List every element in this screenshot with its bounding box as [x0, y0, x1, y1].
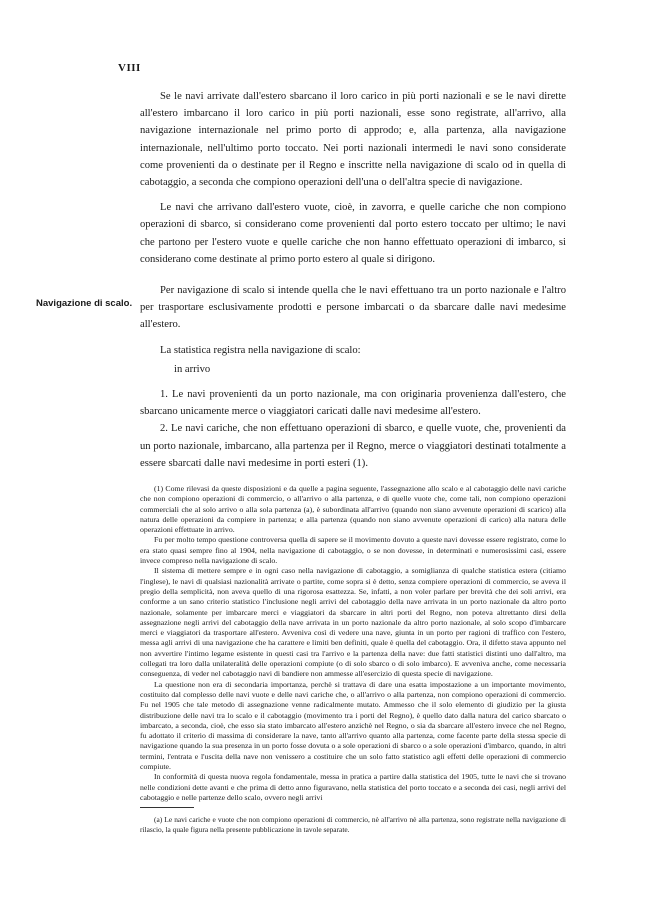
footnote: In conformità di questa nuova regola fondamentale, messa in pratica a partire dalla statistica del 1905, tutte le navi che si trovano nelle condizioni dette avanti e che prima di detto anno figuravano, nella statistica del porto toccato e a seconda dei casi, negli arrivi del cabotaggio e nelle partenze dello scalo, ovvero negli arrivi [140, 772, 566, 802]
subheading: in arrivo [174, 363, 211, 375]
footnote-divider [140, 807, 194, 808]
paragraph: Se le navi arrivate dall'estero sbarcano il loro carico in più porti nazionali e se le navi dirette all'estero imbarcano il loro carico in più porti nazionali, esse sono registrate, all'arrivo, alla navigazione internazionale nel primo porto di approdo; e, alla partenza, alla navigazione internazionale, nell'ultimo porto toccato. Nei porti nazionali intermedi le navi sono considerate come provenienti da o destinate per il Regno e inscritte nella navigazione di scalo od in quella di cabotaggio, a seconda che compiono operazioni dell'una o dell'altra specie di navigazione. [140, 91, 566, 189]
subnote [140, 815, 566, 835]
paragraph: Per navigazione di scalo si intende quella che le navi effettuano tra un porto nazionale e l'altro per trasportare esclusivamente prodotti e persone imbarcati o da sbarcare dalle navi medesime all'estero. [140, 285, 566, 331]
paragraph: Le navi che arrivano dall'estero vuote, cioè, in zavorra, e quelle cariche che non compiono operazioni di sbarco, si considerano come provenienti dal porto estero toccato per ultimo; le navi che partono per l'estero vuote e quelle cariche che non hanno effettuato operazioni di imbarco, si considerano come destinate al primo porto estero al quale si dirigono. [140, 202, 566, 265]
main-text [140, 88, 566, 472]
list-item: 2. Le navi cariche, che non effettuano operazioni di sbarco, e quelle vuote, che, provenienti da un porto nazionale, imbarcano, alla partenza per il Regno, merce o viaggiatori destinati totalmente a essere sbarcati dalle navi medesime in porti esteri (1). [140, 423, 566, 469]
footnote: (1) Come rilevasi da queste disposizioni e da quelle a pagina seguente, l'assegnazione allo scalo e al cabotaggio delle navi cariche che non compiono operazioni di commercio, o all'arrivo o alla partenza, e di quelle vuote che, come tali, non compiono operazioni commerciali che al solo arrivo o alla sola partenza (a), è subordinata all'arrivo (quando non siano avvenute operazioni di scarico) alla natura delle operazioni da compiere in partenza; e alla partenza (quando non siano avvenute operazioni di carico) alla natura delle operazioni effettuate in arrivo. [140, 484, 566, 535]
section-heading: La statistica registra nella navigazione di scalo: [160, 344, 361, 356]
page-number: VIII [118, 62, 141, 74]
footnote: Fu per molto tempo questione controversa quella di sapere se il movimento dovuto a queste navi dovesse essere registrato, come lo era stato quasi sempre fino al 1904, nella navigazione di cabotaggio, o se non dovesse, in determinati e numerosissimi casi, essere invece compreso nella navigazione di scalo. [140, 535, 566, 566]
footnote: La questione non era di secondaria importanza, perchè si trattava di dare una esatta impostazione a un importante movimento, costituito dal complesso delle navi vuote e delle navi cariche che, o all'arrivo o alla partenza, non compiono operazioni di commercio. Fu nel 1905 che tale metodo di assegnazione venne radicalmente mutato. Ammesso che il solo elemento di giudizio per la giusta distribuzione delle navi tra lo scalo e il cabotaggio (movimento tra i porti del Regno), è quello dato dalla natura del carico sbarcato o imbarcato, a seconda, cioè, che esso sia stato imbarcato all'estero anzichè nel Regno, o sia da sbarcare all'estero invece che nel Regno, fu adottato il criterio di massima di considerare la nave, tanto all'arrivo quanto alla partenza, come facente parte della stessa specie di navigazione quando la sua presenza in un porto fosse dovuta o a sole operazioni di sbarco o a sole operazioni d'imbarco, quando, in altri termini, l'entrata e l'uscita della nave non venissero a costituire che un solo fatto statistico agli effetti delle operazioni di commercio compiute. [140, 679, 566, 772]
margin-note: Navigazione di scalo. [36, 298, 133, 309]
subnote-text: (a) Le navi cariche e vuote che non compiono operazioni di commercio, nè all'arrivo nè alla partenza, sono registrate nella navigazione di rilascio, la quale figura nella presente pubblicazione in tavole separate. [140, 815, 566, 834]
footnotes [140, 484, 566, 803]
footnote: Il sistema di mettere sempre e in ogni caso nella navigazione di cabotaggio, a somiglianza di qualche statistica estera (citiamo l'inglese), le navi di qualsiasi nazionalità arrivate o partite, come sopra si è detto, senza compiere operazioni di commercio, se aveva il pregio della semplicità, non aveva quello di una rigorosa esattezza. Se, infatti, a non voler parlare per brevità che dei soli arrivi, era conforme a un sano criterio statistico l'inclusione negli arrivi del cabotaggio della nave arrivata in un porto nazionale da altro porto nazionale, solamente per imbarcare merci e viaggiatori da sbarcare in altri porti del Regno, non poteva altrettanto dirsi della assegnazione negli arrivi del cabotaggio della nave arrivata in un porto nazionale da altro porto nazionale, al solo scopo d'imbarcare merci e viaggiatori da trasportare all'estero. Avveniva così di vedere una nave, giunta in un porto per ragioni di traffico con l'estero, messa agli arrivi di una navigazione che ha carattere e limiti ben definiti, quale è quella del cabotaggio. Ora, il difetto stava appunto nel non avvertire l'intimo legame esistente in questi casi tra l'arrivo e la partenza della nave: due fatti statistici distinti uno dall'altro, ma collegati tra loro dalla unilateralità delle operazioni compiute (o di solo sbarco o di solo imbarco). E avveniva anche, come necessaria conseguenza, di veder nel cabotaggio navi di bandiere non ammesse all'esercizio di questa specie di navigazione. [140, 566, 566, 679]
list-item: 1. Le navi provenienti da un porto nazionale, ma con originaria provenienza dall'estero, che sbarcano unicamente merce o viaggiatori caricati dalle navi medesime all'estero. [140, 389, 566, 418]
